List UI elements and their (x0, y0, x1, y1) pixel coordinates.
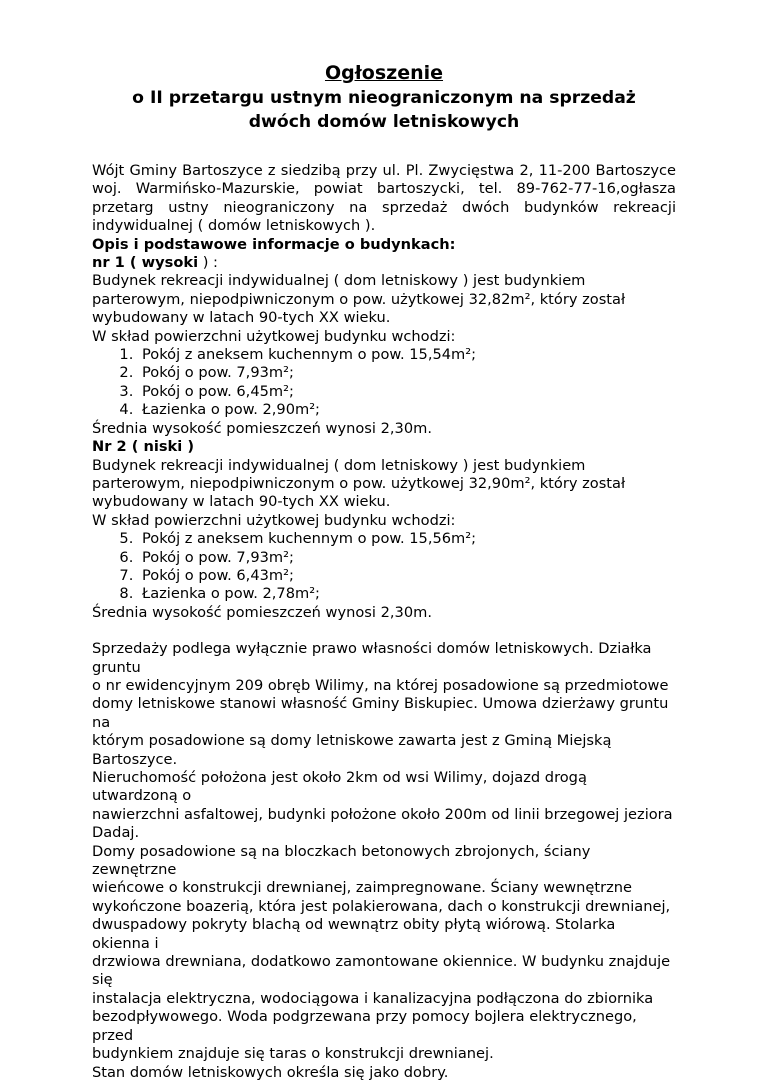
sale-line: drzwiowa drewniana, dodatkowo zamontowane okiennice. W budynku znajduje się (92, 953, 671, 989)
document-subtitle-line-1: o II przetargu ustnym nieograniczonym na sprzedaż (132, 88, 636, 108)
list-item: 5. Pokój z aneksem kuchennym o pow. 15,56m²; (138, 530, 676, 548)
intro-paragraph: Wójt Gminy Bartoszyce z siedzibą przy ul. Pl. Zwycięstwa 2, 11-200 Bartoszyce woj. Warmińsko-Mazurskie, powiat bartoszycki, tel. 89-762-77-16,ogłasza przetarg ustny nieograniczony na sprzedaż dwóch budynków rekreacji indywidualnej ( domów letniskowych ). (92, 162, 676, 235)
sale-line: o nr ewidencyjnym 209 obręb Wilimy, na której posadowione są przedmiotowe (92, 676, 669, 694)
sale-line: Stan domów letniskowych określa się jako dobry. (92, 1063, 449, 1081)
sale-conditions-block (92, 640, 676, 1082)
building1-heading (92, 254, 676, 272)
building1-room-list (92, 346, 676, 420)
list-item: 4. Łazienka o pow. 2,90m²; (138, 401, 676, 419)
sale-line: budynkiem znajduje się taras o konstrukcji drewnianej. (92, 1045, 494, 1063)
sale-line: Dadaj. (92, 824, 140, 842)
building2-heading: Nr 2 ( niski ) (92, 438, 195, 456)
building1-rooms-intro: W skład powierzchni użytkowej budynku wchodzi: (92, 327, 456, 345)
section-heading: Opis i podstawowe informacje o budynkach: (92, 235, 456, 253)
list-item: 7. Pokój o pow. 6,43m²; (138, 567, 676, 585)
building1-heading-rest: ) : (198, 254, 218, 272)
list-item: 6. Pokój o pow. 7,93m²; (138, 549, 676, 567)
list-item: 3. Pokój o pow. 6,45m²; (138, 383, 676, 401)
sale-line: Sprzedaży podlega wyłącznie prawo własności domów letniskowych. Działka gruntu (92, 640, 652, 676)
building1-height: Średnia wysokość pomieszczeń wynosi 2,30m. (92, 419, 432, 437)
list-item: 1. Pokój z aneksem kuchennym o pow. 15,54m²; (138, 346, 676, 364)
sale-line: dwuspadowy pokryty blachą od wewnątrz obity płytą wiórową. Stolarka okienna i (92, 916, 616, 952)
sale-line: Nieruchomość położona jest około 2km od wsi Wilimy, dojazd drogą utwardzoną o (92, 769, 587, 805)
sale-line: instalacja elektryczna, wodociągowa i kanalizacyjna podłączona do zbiornika (92, 989, 654, 1007)
building2-rooms-intro: W skład powierzchni użytkowej budynku wchodzi: (92, 511, 456, 529)
building1-description: Budynek rekreacji indywidualnej ( dom letniskowy ) jest budynkiem parterowym, niepodpiwniczonym o pow. użytkowej 32,82m², który został wybudowany w latach 90-tych XX wieku. (92, 272, 626, 327)
sale-line: wieńcowe o konstrukcji drewnianej, zaimpregnowane. Ściany wewnętrzne (92, 879, 632, 897)
document-subtitle-line-2: dwóch domów letniskowych (248, 112, 520, 132)
sale-line: wykończone boazerią, która jest polakierowana, dach o konstrukcji drewnianej, (92, 897, 671, 915)
building2-room-list (92, 530, 676, 604)
sale-line: Domy posadowione są na bloczkach betonowych zbrojonych, ściany zewnętrzne (92, 842, 591, 879)
paragraph-gap (92, 622, 676, 640)
sale-line: domy letniskowe stanowi własność Gminy Biskupiec. Umowa dzierżawy gruntu na (92, 695, 669, 731)
document-title: Ogłoszenie (324, 62, 444, 84)
building1-heading-bold: nr 1 ( wysoki (92, 254, 199, 272)
building2-description: Budynek rekreacji indywidualnej ( dom letniskowy ) jest budynkiem parterowym, niepodpiwniczonym o pow. użytkowej 32,90m², który został wybudowany w latach 90-tych XX wieku. (92, 456, 626, 511)
list-item: 2. Pokój o pow. 7,93m²; (138, 364, 676, 382)
sale-line: bezodpływowego. Woda podgrzewana przy pomocy bojlera elektrycznego, przed (92, 1008, 637, 1044)
sale-line: którym posadowione są domy letniskowe zawarta jest z Gminą Miejską Bartoszyce. (92, 732, 612, 768)
list-item: 8. Łazienka o pow. 2,78m²; (138, 585, 676, 603)
building2-height: Średnia wysokość pomieszczeń wynosi 2,30m. (92, 603, 432, 621)
sale-line: nawierzchni asfaltowej, budynki położone około 200m od linii brzegowej jeziora (92, 805, 673, 823)
